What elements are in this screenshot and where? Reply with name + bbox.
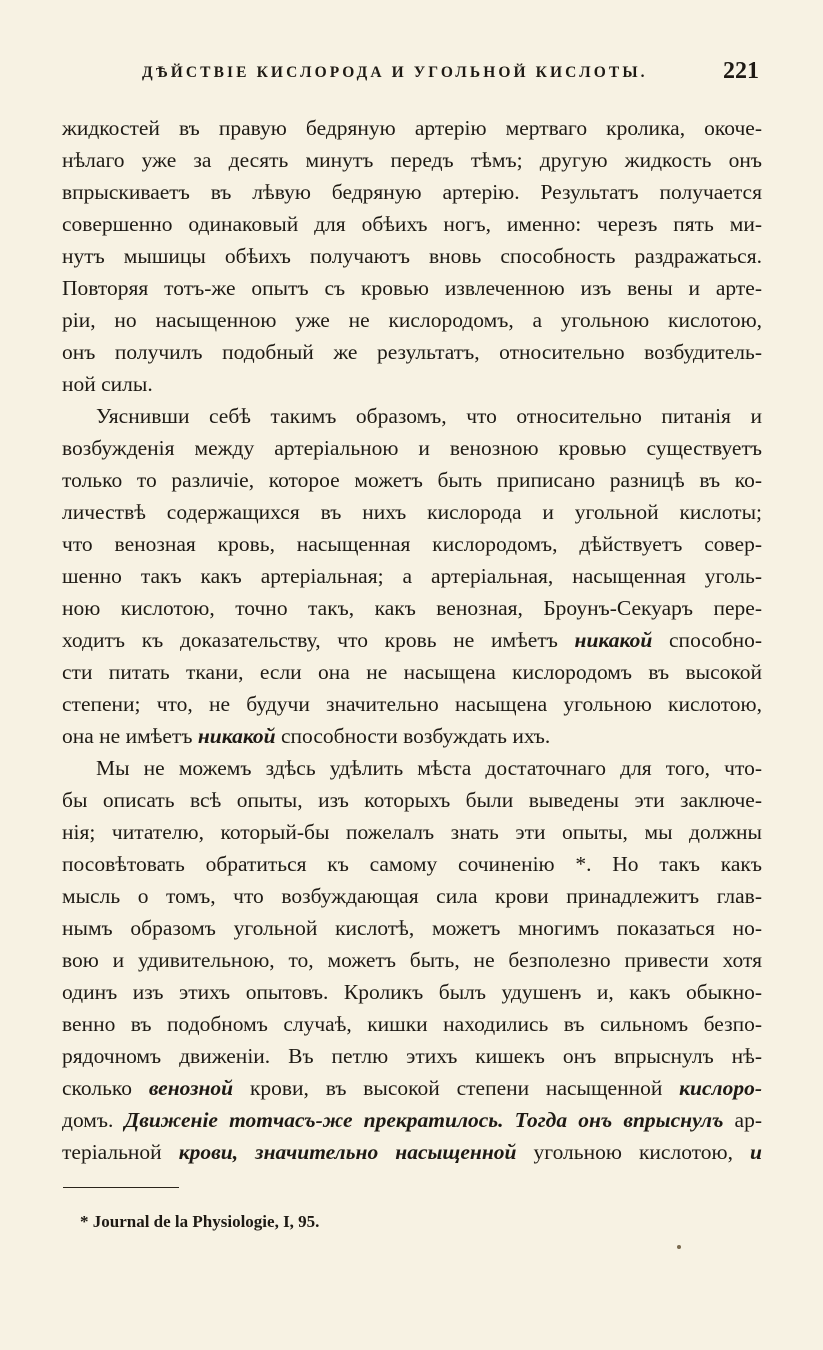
text-run: ріи, но насыщенною уже не кислородомъ, а угольною кислотою,	[62, 308, 762, 332]
text-run: нутъ мышицы обѣихъ получаютъ вновь способность раздражаться.	[62, 244, 762, 268]
italic-emphasis: венозной	[148, 1076, 234, 1100]
text-run: шенно такъ какъ артеріальная; а артеріальная, насыщенная уголь-	[62, 564, 762, 588]
text-run: жидкостей въ правую бедряную артерію мертваго кролика, окоче-	[62, 116, 762, 140]
text-line	[62, 176, 762, 208]
text-run: мысль о томъ, что возбуждающая сила крови принадлежитъ глав-	[62, 884, 762, 908]
text-run: впрыскиваетъ въ лѣвую бедряную артерію. Результатъ получается	[62, 180, 762, 204]
text-run: личествѣ содержащихся въ нихъ кислорода и угольной кислоты;	[62, 500, 762, 524]
italic-emphasis: и	[732, 1140, 762, 1164]
text-line	[62, 112, 762, 144]
text-line	[62, 304, 762, 336]
text-line	[62, 880, 762, 912]
text-run: крови, въ высокой степени насыщенной	[233, 1076, 680, 1100]
text-line	[62, 1136, 762, 1168]
text-run: Повторяя тотъ-же опытъ съ кровью извлеченною изъ вены и арте-	[62, 276, 762, 300]
italic-emphasis: никакой	[197, 724, 276, 748]
text-line	[62, 912, 762, 944]
text-line	[62, 528, 762, 560]
text-line	[62, 464, 762, 496]
text-run: вою и удивительною, то, можетъ быть, не безполезно привести хотя	[62, 948, 762, 972]
text-line	[62, 560, 762, 592]
footnote: * Journal de la Physiologie, I, 95.	[80, 1212, 320, 1231]
text-run: бы описать всѣ опыты, изъ которыхъ были выведены эти заключе-	[62, 788, 762, 812]
text-run: сти питать ткани, если она не насыщена кислородомъ въ высокой	[62, 660, 762, 684]
text-line	[62, 208, 762, 240]
text-line	[62, 272, 762, 304]
text-run: рядочномъ движеніи. Въ петлю этихъ кишекъ онъ впрыснулъ нѣ-	[62, 1044, 762, 1068]
text-run: угольною кислотою,	[533, 1140, 733, 1164]
text-run: нымъ образомъ угольной кислотѣ, можетъ многимъ показаться но-	[62, 916, 762, 940]
text-run: нія; читателю, который-бы пожелалъ знать эти опыты, мы должны	[62, 820, 762, 844]
text-line	[62, 688, 762, 720]
body-text	[62, 112, 762, 1168]
text-run: домъ.	[62, 1108, 114, 1132]
running-title: ДѢЙСТВІЕ КИСЛОРОДА И УГОЛЬНОЙ КИСЛОТЫ.	[142, 64, 648, 81]
text-line	[62, 400, 762, 432]
text-run: способности возбуждать ихъ.	[275, 724, 551, 748]
text-run: ною кислотою, точно такъ, какъ венозная, Броунъ-Секуаръ пере-	[62, 596, 762, 620]
text-run: нѣлаго уже за десять минутъ передъ тѣмъ; другую жидкость онъ	[62, 148, 762, 172]
text-line	[62, 784, 762, 816]
text-line	[62, 496, 762, 528]
text-line	[62, 624, 762, 656]
text-line	[62, 1104, 762, 1136]
text-line	[62, 848, 762, 880]
text-line	[62, 1040, 762, 1072]
text-line	[62, 240, 762, 272]
italic-emphasis: кислоро-	[679, 1076, 762, 1100]
text-line	[62, 752, 762, 784]
italic-emphasis: крови, значительно насыщенной	[161, 1140, 534, 1164]
italic-emphasis: Движеніе тотчасъ-же прекратилось. Тогда онъ впрыснулъ	[113, 1108, 735, 1132]
text-run: что венозная кровь, насыщенная кислородомъ, дѣйствуетъ совер-	[62, 532, 762, 556]
text-run: она не имѣетъ	[62, 724, 198, 748]
text-run: сколько	[62, 1076, 149, 1100]
text-line	[62, 368, 762, 400]
text-run: ар-	[734, 1108, 762, 1132]
text-run: ходитъ къ доказательству, что кровь не имѣетъ	[62, 628, 575, 652]
text-line	[62, 1072, 762, 1104]
text-run: Уяснивши себѣ такимъ образомъ, что относительно питанія и	[96, 404, 762, 428]
text-run: совершенно одинаковый для обѣихъ ногъ, именно: черезъ пять ми-	[62, 212, 762, 236]
footnote-rule	[63, 1187, 179, 1188]
text-line	[62, 976, 762, 1008]
running-head	[142, 58, 767, 92]
text-line	[62, 144, 762, 176]
text-run: онъ получилъ подобный же результатъ, относительно возбудитель-	[62, 340, 762, 364]
text-run: Мы не можемъ здѣсь удѣлить мѣста достаточнаго для того, что-	[96, 756, 762, 780]
text-run: венно въ подобномъ случаѣ, кишки находились въ сильномъ безпо-	[62, 1012, 762, 1036]
italic-emphasis: никакой	[574, 628, 653, 652]
text-line	[62, 816, 762, 848]
text-run: теріальной	[62, 1140, 162, 1164]
text-line	[62, 336, 762, 368]
text-run: посовѣтовать обратиться къ самому сочиненію *. Но такъ какъ	[62, 852, 762, 876]
text-run: возбужденія между артеріальною и венозною кровью существуетъ	[62, 436, 762, 460]
paper-speck	[677, 1245, 681, 1249]
text-line	[62, 944, 762, 976]
text-line	[62, 592, 762, 624]
text-line	[62, 432, 762, 464]
text-line	[62, 656, 762, 688]
text-run: одинъ изъ этихъ опытовъ. Кроликъ былъ удушенъ и, какъ обыкно-	[62, 980, 762, 1004]
text-line	[62, 720, 762, 752]
page-number: 221	[723, 58, 759, 84]
text-run: только то различіе, которое можетъ быть приписано разницѣ въ ко-	[62, 468, 762, 492]
text-line	[62, 1008, 762, 1040]
text-run: ной силы.	[62, 372, 153, 396]
text-run: степени; что, не будучи значительно насыщена угольною кислотою,	[62, 692, 762, 716]
text-run: способно-	[652, 628, 763, 652]
